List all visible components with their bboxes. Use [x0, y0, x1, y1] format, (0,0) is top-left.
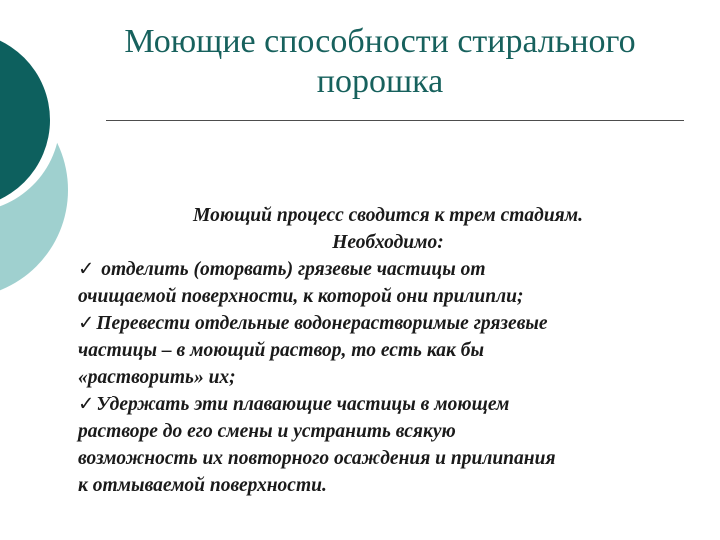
bullet-item-2 [78, 310, 698, 391]
slide-title [100, 22, 660, 102]
bullet-1-line-1 [78, 256, 698, 283]
checkmark-icon: ✓ [78, 394, 95, 415]
bullet-item-1 [78, 256, 698, 310]
bullet-2-line-3: «растворить» их; [78, 367, 236, 388]
intro-line-1: Моющий процесс сводится к трем стадиям. [193, 205, 583, 226]
bullet-3-line-1 [78, 391, 698, 418]
bullet-3-line-2: растворе до его смены и устранить всякую [78, 421, 456, 442]
bullet-1-line-2: очищаемой поверхности, к которой они прилипли; [78, 286, 524, 307]
checkmark-icon: ✓ [78, 313, 95, 334]
bullet-text: Перевести отдельные водонерастворимые грязевые [96, 313, 548, 334]
intro-line-2: Необходимо: [332, 232, 444, 253]
bullet-3-line-3: возможность их повторного осаждения и прилипания [78, 448, 556, 469]
bullet-3-line-4: к отмываемой поверхности. [78, 475, 327, 496]
bullet-text: отделить (оторвать) грязевые частицы от [101, 259, 486, 280]
slide-body [78, 202, 698, 499]
checkmark-icon: ✓ [78, 259, 95, 280]
title-line-2: порошка [316, 63, 444, 100]
bullet-item-3 [78, 391, 698, 499]
bullet-text: Удержать эти плавающие частицы в моющем [96, 394, 510, 415]
title-divider [106, 120, 684, 121]
bullet-2-line-2: частицы – в моющий раствор, то есть как бы [78, 340, 485, 361]
title-line-1: Моющие способности стирального [124, 23, 636, 60]
bullet-2-line-1 [78, 310, 698, 337]
